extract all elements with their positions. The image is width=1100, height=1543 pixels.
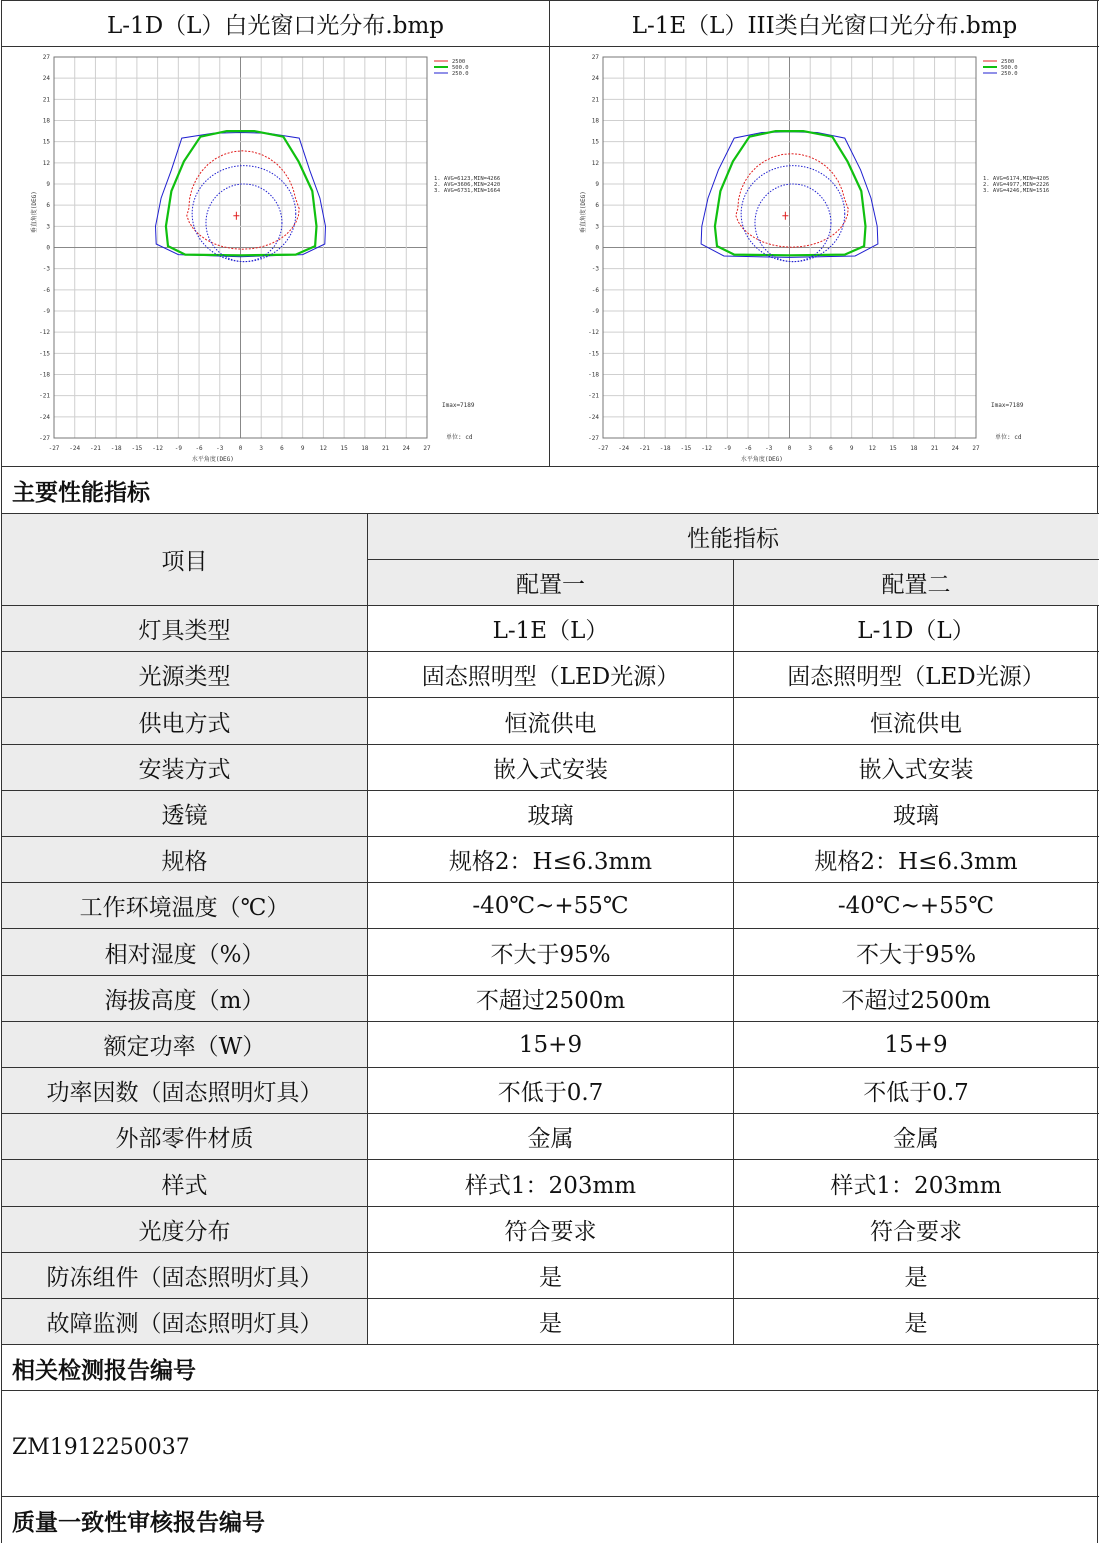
unit-label: 单位: cd	[995, 434, 1022, 441]
stats-line: 3. AVG=6731,MIN=1664	[434, 188, 501, 194]
y-tick-label: -9	[42, 308, 50, 315]
row-value-config-2: 玻璃	[893, 803, 939, 829]
legend-label: 250.0	[452, 71, 469, 77]
x-tick-label: -24	[618, 445, 630, 452]
row-value-config-2: 恒流供电	[870, 710, 962, 737]
row-value-config-2: -40℃~+55℃	[837, 892, 995, 919]
row-label: 相对湿度（%）	[2, 929, 367, 975]
row-value-config-1: -40℃~+55℃	[472, 892, 629, 919]
x-tick-label: 18	[910, 445, 918, 452]
row-value-config-1: 不超过2500m	[475, 988, 626, 1014]
row-value-config-2: 规格2：H≤6.3mm	[814, 849, 1018, 875]
row-label: 故障监测（固态照明灯具）	[2, 1299, 367, 1344]
y-tick-label: -12	[39, 329, 50, 337]
contour-250-inner	[755, 184, 831, 262]
y-axis-label: 垂直角度(DEG)	[31, 191, 38, 234]
stats-line: 3. AVG=4246,MIN=1516	[983, 188, 1050, 194]
y-tick-label: -18	[588, 371, 599, 379]
x-tick-label: 15	[889, 445, 897, 452]
y-tick-label: 15	[42, 138, 50, 146]
section-title-quality: 质量一致性审核报告编号	[12, 1509, 265, 1536]
x-tick-label: -18	[659, 445, 671, 452]
x-tick-label: -9	[174, 445, 182, 452]
light-distribution-chart-left	[2, 47, 548, 466]
x-tick-label: -3	[765, 445, 773, 452]
row-value-config-1: 不大于95%	[490, 941, 611, 968]
y-tick-label: -21	[588, 392, 599, 400]
y-tick-label: 27	[591, 54, 599, 61]
stats-line: 2. AVG=4977,MIN=2226	[983, 182, 1050, 188]
row-label: 安装方式	[2, 745, 367, 790]
legend-label: 500.0	[452, 65, 469, 71]
y-tick-label: 9	[46, 181, 50, 188]
y-tick-label: 27	[42, 54, 50, 61]
row-label: 光源类型	[2, 652, 367, 697]
row-value-config-1: 是	[539, 1311, 562, 1337]
y-tick-label: -21	[39, 392, 50, 400]
row-label: 功率因数（固态照明灯具）	[2, 1068, 367, 1113]
row-value-config-2: 是	[904, 1311, 928, 1337]
row-value-config-1: 金属	[527, 1126, 574, 1152]
y-tick-label: 18	[42, 117, 50, 125]
y-tick-label: -9	[591, 308, 599, 315]
row-value-config-1: L-1E（L）	[492, 618, 609, 644]
x-tick-label: -6	[195, 445, 203, 452]
x-tick-label: -15	[131, 445, 143, 452]
stats-line: 1. AVG=6123,MIN=4266	[434, 176, 501, 182]
legend-label: 2500	[1001, 59, 1015, 65]
y-tick-label: -12	[588, 329, 599, 337]
y-tick-label: 18	[591, 117, 599, 125]
x-tick-label: -24	[69, 445, 81, 452]
y-tick-label: 6	[595, 202, 599, 210]
y-tick-label: 15	[591, 138, 599, 146]
header-config-2: 配置二	[734, 560, 1098, 605]
y-axis-label: 垂直角度(DEG)	[580, 191, 587, 234]
x-tick-label: -21	[639, 445, 650, 452]
y-tick-label: -15	[39, 350, 50, 358]
x-tick-label: 0	[787, 445, 792, 452]
x-tick-label: -27	[597, 445, 609, 452]
y-tick-label: 0	[595, 244, 599, 252]
contour-500	[715, 131, 866, 255]
contour-250-inner	[206, 184, 282, 262]
x-tick-label: 27	[423, 445, 431, 452]
x-tick-label: -15	[680, 445, 692, 452]
x-axis-label: 水平角度(DEG)	[740, 456, 783, 463]
x-tick-label: -6	[744, 445, 752, 452]
row-value-config-2: 金属	[893, 1126, 939, 1152]
row-value-config-2: 不大于95%	[855, 941, 977, 968]
row-value-config-2: 样式1：203mm	[830, 1172, 1002, 1199]
x-tick-label: -21	[90, 445, 101, 452]
header-item: 项目	[2, 514, 367, 605]
y-tick-label: -6	[42, 286, 50, 294]
y-tick-label: 24	[42, 75, 50, 83]
row-label: 样式	[2, 1160, 367, 1206]
row-value-config-2: 符合要求	[870, 1219, 962, 1245]
row-value-config-1: 玻璃	[527, 803, 574, 829]
x-tick-label: 21	[930, 445, 939, 452]
y-tick-label: 3	[46, 223, 50, 231]
unit-label: 单位: cd	[446, 434, 473, 441]
x-tick-label: 0	[238, 445, 243, 452]
y-tick-label: -3	[591, 265, 599, 273]
y-tick-label: -24	[588, 413, 599, 421]
section-title-main: 主要性能指标	[12, 479, 150, 506]
row-value-config-1: 规格2：H≤6.3mm	[448, 849, 653, 875]
y-tick-label: 21	[42, 96, 50, 104]
row-value-config-1: 嵌入式安装	[493, 757, 608, 783]
row-value-config-2: L-1D（L）	[857, 618, 975, 644]
row-label: 供电方式	[2, 698, 367, 744]
row-value-config-2: 嵌入式安装	[858, 757, 974, 783]
y-tick-label: -27	[588, 435, 599, 442]
row-value-config-2: 固态照明型（LED光源）	[787, 664, 1045, 690]
light-distribution-chart-right	[551, 47, 1097, 466]
y-tick-label: 21	[591, 96, 599, 104]
y-tick-label: -15	[588, 350, 599, 358]
row-label: 防冻组件（固态照明灯具）	[2, 1253, 367, 1298]
x-tick-label: 3	[808, 445, 813, 452]
x-tick-label: 24	[951, 445, 959, 452]
row-value-config-2: 是	[904, 1265, 928, 1291]
contour-500	[166, 131, 317, 255]
y-tick-label: 24	[591, 75, 599, 83]
row-value-config-1: 是	[539, 1265, 562, 1291]
row-value-config-1: 固态照明型（LED光源）	[421, 664, 680, 690]
x-tick-label: 18	[361, 445, 369, 452]
report-number: ZM1912250037	[12, 1434, 190, 1460]
x-tick-label: 6	[829, 445, 833, 452]
chart-title-left: L-1D（L）白光窗口光分布.bmp	[107, 13, 444, 39]
row-label: 规格	[2, 837, 367, 882]
x-tick-label: -3	[216, 445, 224, 452]
row-label: 光度分布	[2, 1207, 367, 1252]
row-value-config-1: 样式1：203mm	[464, 1172, 637, 1199]
chart-title-right: L-1E（L）III类白光窗口光分布.bmp	[631, 13, 1018, 39]
y-tick-label: 0	[46, 244, 50, 252]
legend-label: 250.0	[1001, 71, 1018, 77]
row-value-config-1: 恒流供电	[504, 710, 597, 737]
x-axis-label: 水平角度(DEG)	[191, 456, 234, 463]
y-tick-label: -6	[591, 286, 599, 294]
row-label: 灯具类型	[2, 606, 367, 651]
x-tick-label: 9	[849, 445, 854, 452]
x-tick-label: -12	[152, 445, 164, 452]
stats-line: 1. AVG=6174,MIN=4205	[983, 176, 1050, 182]
row-label: 外部零件材质	[2, 1114, 367, 1159]
section-title-report: 相关检测报告编号	[12, 1357, 196, 1384]
header-config-1: 配置一	[368, 560, 733, 605]
x-tick-label: 9	[300, 445, 305, 452]
row-value-config-2: 15+9	[884, 1031, 948, 1058]
y-tick-label: -27	[39, 435, 50, 442]
legend-label: 500.0	[1001, 65, 1018, 71]
legend-label: 2500	[452, 59, 466, 65]
row-label: 透镜	[2, 791, 367, 836]
stats-line: 2. AVG=3606,MIN=2420	[434, 182, 501, 188]
row-label: 额定功率（W）	[2, 1022, 367, 1067]
y-tick-label: -3	[42, 265, 50, 273]
x-tick-label: -9	[723, 445, 731, 452]
x-tick-label: 21	[381, 445, 390, 452]
imax-label: Imax=7189	[991, 402, 1024, 409]
row-value-config-2: 不低于0.7	[863, 1080, 969, 1106]
y-tick-label: 9	[595, 181, 599, 188]
x-tick-label: 27	[972, 445, 980, 452]
row-value-config-1: 不低于0.7	[497, 1080, 604, 1106]
y-tick-label: 6	[46, 202, 50, 210]
row-label: 海拔高度（m）	[2, 976, 367, 1021]
x-tick-label: 12	[868, 445, 877, 452]
y-tick-label: 12	[591, 159, 599, 167]
row-label: 工作环境温度（℃）	[2, 883, 367, 928]
y-tick-label: -18	[39, 371, 50, 379]
x-tick-label: 6	[280, 445, 284, 452]
y-tick-label: 12	[42, 159, 50, 167]
row-value-config-1: 符合要求	[504, 1219, 597, 1245]
x-tick-label: -27	[48, 445, 60, 452]
x-tick-label: 15	[340, 445, 348, 452]
header-performance: 性能指标	[368, 514, 1098, 559]
x-tick-label: -12	[701, 445, 713, 452]
row-value-config-2: 不超过2500m	[841, 988, 991, 1014]
x-tick-label: -18	[110, 445, 122, 452]
row-value-config-1: 15+9	[518, 1031, 583, 1058]
imax-label: Imax=7189	[442, 402, 475, 409]
y-tick-label: -24	[39, 413, 50, 421]
x-tick-label: 12	[319, 445, 328, 452]
y-tick-label: 3	[595, 223, 599, 231]
x-tick-label: 3	[259, 445, 264, 452]
x-tick-label: 24	[402, 445, 410, 452]
